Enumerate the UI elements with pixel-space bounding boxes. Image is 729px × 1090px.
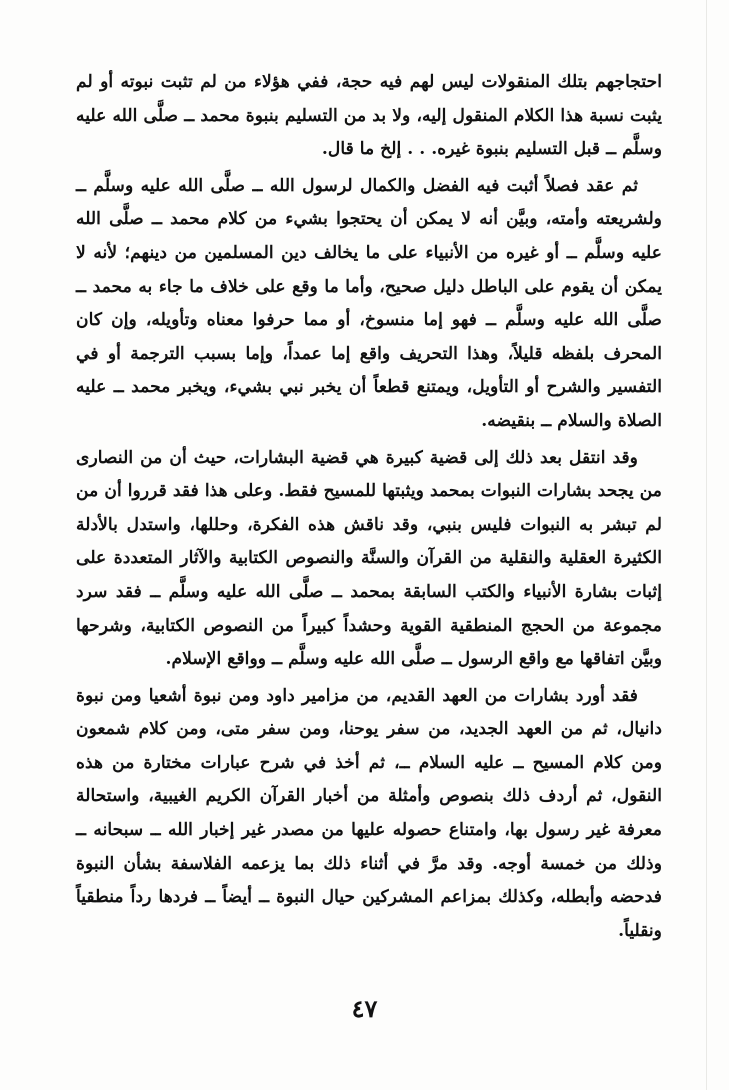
paragraph-glad-tidings: وقد انتقل بعد ذلك إلى قضية كبيرة هي قضية البشارات، حيث أن من النصارى من يجحد بشارات النبوات بمحمد ويثبتها للمسيح فقط. وعلى هذا فقد قرروا أن من لم تبشر به النبوات فليس بنبي، وقد ناقش هذه الفكرة، وحللها، واستدل بالأدلة الكثيرة العقلية والنقلية من القرآن والسنَّة والنصوص الكتابية والآثار المتعددة على إثبات بشارة الأنبياء والكتب السابقة بمحمد ــ صلَّى الله عليه وسلَّم ــ فقد سرد مجموعة من الحجج المنطقية القوية وحشداً كبيراً من النصوص الكتابية، وشرحها وبيَّن اتفاقها مع واقع الرسول ــ صلَّى الله عليه وسلَّم ــ وواقع الإسلام. [76,447,662,670]
page-number: ٤٧ [351,994,378,1023]
paragraph-old-testament-prophecies: فقد أورد بشارات من العهد القديم، من مزامير داود ومن نبوة أشعيا ومن نبوة دانيال، ثم من العهد الجديد، من سفر يوحنا، ومن سفر متى، ومن كلام شمعون ومن كلام المسيح ــ عليه السلام ــ، ثم أخذ في شرح عبارات مختارة من هذه النقول، ثم أردف ذلك بنصوص وأمثلة من أخبار القرآن الكريم الغيبية، واستحالة معرفة غير رسول بها، وامتناع حصوله عليها من مصدر غير إخبار الله ــ سبحانه ــ وذلك من خمسة أوجه. وقد مرَّ في أثناء ذلك بما يزعمه الفلاسفة بشأن النبوة فدحضه وأبطله، وكذلك بمزاعم المشركين حيال النبوة ــ أيضاً ــ فردها رداً منطقياً ونقلياً. [76,685,662,941]
body-text [76,66,662,948]
paragraph-virtue-of-prophet: ثم عقد فصلاً أثبت فيه الفضل والكمال لرسول الله ــ صلَّى الله عليه وسلَّم ــ ولشريعته وأمته، وبيَّن أنه لا يمكن أن يحتجوا بشيء من كلام محمد ــ صلَّى الله عليه وسلَّم ــ أو غيره من الأنبياء على ما يخالف دين المسلمين من دينهم؛ لأنه لا يمكن أن يقوم على الباطل دليل صحيح، وأما ما وقع على خلاف ما جاء به محمد ــ صلَّى الله عليه وسلَّم ــ فهو إما منسوخ، أو مما حرفوا معناه وتأويله، وإن كان المحرف بلفظه قليلاً، وهذا التحريف واقع إما عمداً، وإما بسبب الترجمة أو في التفسير والشرح أو التأويل، ويمتنع قطعاً أن يخبر نبي بشيء، ويخبر محمد ــ عليه الصلاة والسلام ــ بنقيضه. [76,175,662,431]
paragraph-continuation: احتجاجهم بتلك المنقولات ليس لهم فيه حجة، ففي هؤلاء من لم تثبت نبوته أو لم يثبت نسبة هذا الكلام المنقول إليه، ولا بد من التسليم بنبوة محمد ــ صلَّى الله عليه وسلَّم ــ قبل التسليم بنبوة غيره. . . إلخ ما قال. [76,72,662,160]
page-edge-line [706,0,707,1090]
